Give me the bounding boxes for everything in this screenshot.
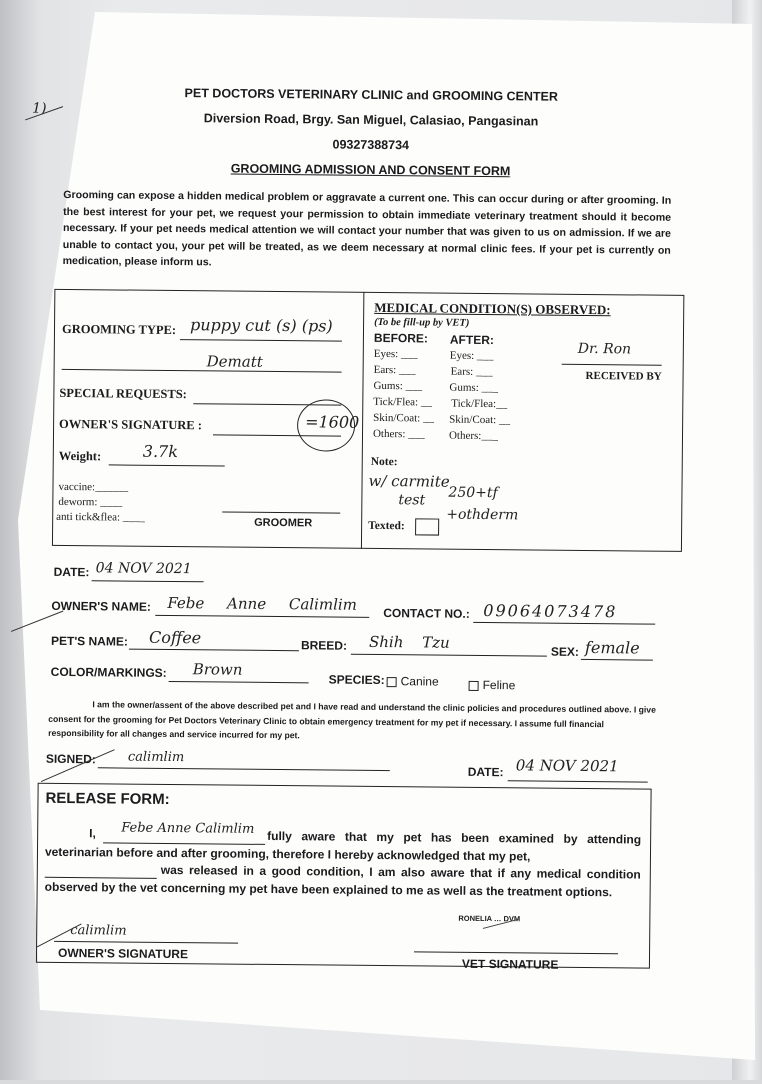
grooming-type-label: GROOMING TYPE: (61, 321, 177, 338)
special-requests-label: SPECIAL REQUESTS: (59, 385, 187, 402)
grooming-type-value-2: Dematt (206, 352, 263, 371)
note-label: Note: (370, 455, 398, 469)
deworm-field: deworm: ____ (58, 495, 123, 509)
owner-name-line (155, 615, 369, 618)
sex-value: female (584, 637, 640, 658)
vaccine-field: vaccine:______ (58, 480, 129, 494)
species-label: SPECIES: (328, 672, 385, 688)
release-owner-signature: calimlim (70, 923, 127, 939)
medical-title: MEDICAL CONDITION(S) OBSERVED: (374, 299, 611, 318)
release-name-value: Febe Anne Calimlim (121, 820, 255, 837)
intro-paragraph: Grooming can expose a hidden medical problem or aggravate a current one. This can occur during or after grooming. In the best interest for your pet, we request your permission to obtain immediate veterinary treatment should it become necessary. If your pet needs medical attention we will contact your number that was given to us on admission. If we are unable to contact you, your pet will be treated, as we deem necessary at normal clinic fees. If your pet is currently on medication, please inform us. (62, 188, 672, 269)
medical-subtitle: (To be fill-up by VET) (374, 316, 470, 329)
weight-value: 3.7k (142, 441, 179, 462)
texted-checkbox[interactable] (415, 518, 439, 535)
before-ears: Ears: ___ (373, 363, 416, 377)
release-title: RELEASE FORM: (45, 789, 170, 808)
feline-checkbox[interactable] (469, 681, 479, 691)
consent-date-value: 04 NOV 2021 (515, 756, 619, 776)
received-by-value: Dr. Ron (577, 340, 632, 358)
feline-label: Feline (482, 677, 516, 693)
color-line (169, 681, 309, 683)
note-line-4: +othderm (446, 506, 519, 524)
before-others: Others: ___ (372, 427, 425, 441)
after-others: Others:___ (448, 429, 498, 443)
before-tickflea: Tick/Flea: __ (373, 395, 432, 409)
owner-name-label: OWNER'S NAME: (51, 598, 151, 614)
contact-line (473, 622, 655, 625)
note-line-2: test (398, 492, 426, 509)
groomer-label: GROOMER (254, 516, 313, 530)
before-skincoat: Skin/Coat: __ (373, 411, 435, 425)
pet-name-label: PET'S NAME: (50, 633, 128, 649)
release-text-2: was released in a good condition, I am also aware that if any medical condition observed by the vet concerning my pet have been explained to me as well as the treatment options. (44, 862, 641, 899)
form-title: GROOMING ADMISSION AND CONSENT FORM (230, 161, 511, 179)
antitick-field: anti tick&flea: ____ (56, 510, 145, 524)
vet-stamp: RONELIA … DVM (458, 913, 521, 924)
signed-value: calimlim (127, 749, 185, 766)
owner-margin-stroke (11, 611, 63, 632)
date-value: 04 NOV 2021 (95, 560, 192, 578)
after-gums: Gums: ___ (449, 381, 499, 395)
after-tickflea: Tick/Flea:__ (451, 397, 508, 411)
price-note: =1600 (305, 412, 360, 432)
sex-label: SEX: (550, 644, 580, 659)
contact-label: CONTACT NO.: (383, 606, 470, 621)
color-label: COLOR/MARKINGS: (50, 664, 167, 680)
date-label: DATE: (53, 564, 90, 580)
after-skincoat: Skin/Coat: __ (449, 413, 511, 427)
clinic-phone: 09327388734 (332, 137, 410, 153)
consent-date-line (508, 780, 648, 782)
weight-label: Weight: (58, 448, 102, 464)
signed-line (98, 767, 390, 771)
clinic-name: PET DOCTORS VETERINARY CLINIC and GROOMING CENTER (184, 86, 559, 104)
note-line-1: w/ carmite (368, 471, 450, 491)
canine-label: Canine (400, 674, 439, 689)
owner-name-value: Febe Anne Calimlim (167, 593, 358, 614)
breed-line (351, 654, 547, 657)
before-eyes: Eyes: ___ (373, 347, 418, 361)
canine-checkbox[interactable] (387, 677, 397, 687)
breed-label: BREED: (300, 638, 348, 653)
owner-signature-label: OWNER'S SIGNATURE : (59, 416, 203, 433)
margin-mark: 1) (32, 100, 47, 117)
before-label: BEFORE: (373, 330, 429, 346)
after-label: AFTER: (449, 332, 494, 348)
consent-text: I am the owner/assent of the above described pet and I have read and understand the clinic policies and procedures outlined above. I give consent for the grooming for Pet Doctors Veterinary Clinic to obtain emergency treatment for my pet if necessary. I assume full financial responsibility for all changes and service incurred for my pet. (48, 699, 656, 741)
pet-name-value: Coffee (148, 627, 202, 648)
species-canine-option[interactable] (387, 674, 439, 688)
date-line (92, 580, 204, 582)
signed-label: SIGNED: (45, 751, 96, 767)
pet-name-line (129, 649, 299, 652)
species-feline-option[interactable] (469, 678, 516, 692)
vet-signature-label: VET SIGNATURE (461, 956, 559, 972)
consent-date-label: DATE: (467, 764, 504, 780)
contact-value: 09064073478 (483, 600, 618, 622)
received-by-label: RECEIVED BY (585, 369, 662, 383)
clinic-address: Diversion Road, Brgy. San Miguel, Calasiao, Pangasinan (203, 111, 539, 129)
release-i-label: I, (89, 826, 96, 841)
sex-line (581, 659, 653, 661)
after-ears: Ears: ___ (450, 365, 493, 379)
after-eyes: Eyes: ___ (449, 349, 494, 363)
texted-label: Texted: (368, 519, 405, 533)
before-gums: Gums: ___ (373, 379, 423, 393)
breed-value: Shih Tzu (368, 632, 450, 652)
release-owner-signature-label: OWNER'S SIGNATURE (57, 945, 189, 962)
color-value: Brown (192, 660, 243, 679)
note-line-3: 250+tf (448, 484, 498, 502)
grooming-type-value: puppy cut (s) (ps) (189, 315, 333, 336)
release-text-1: fully aware that my pet has been examined by attending veterinarian before and after grooming, therefore I hereby acknowledged that my pet, (44, 828, 642, 863)
